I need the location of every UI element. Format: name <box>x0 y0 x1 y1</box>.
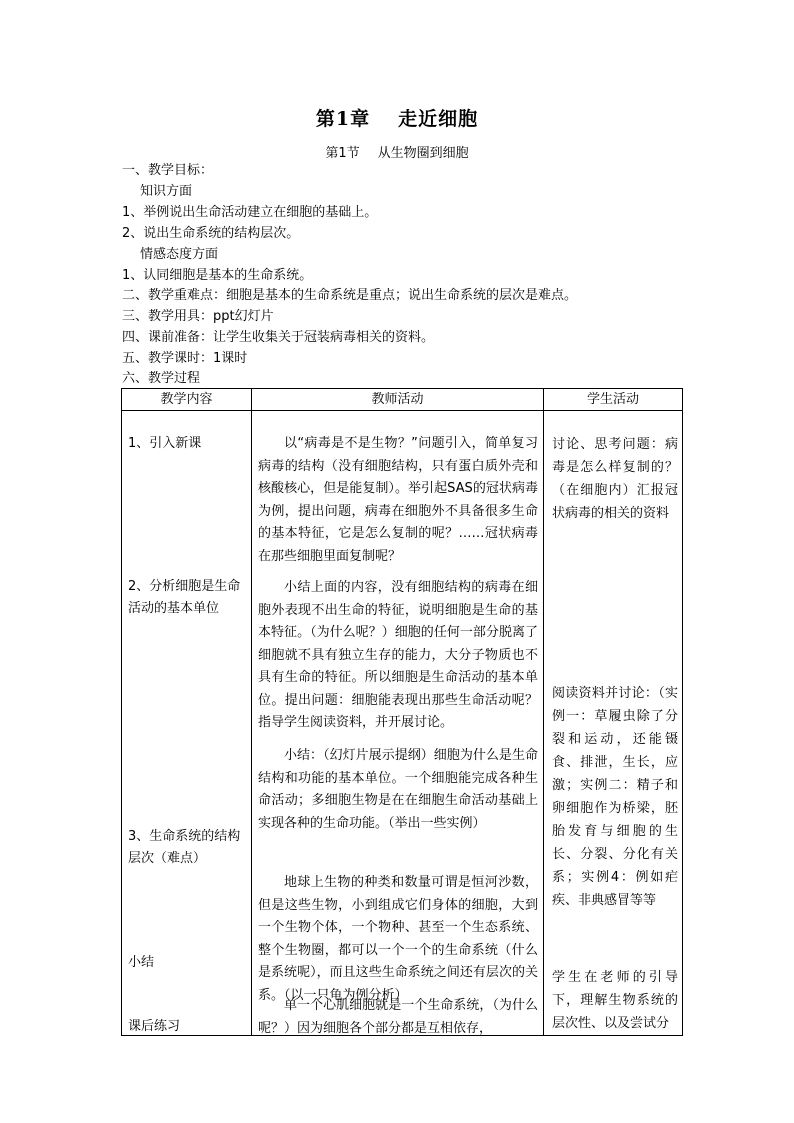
chapter-name: 走近细胞 <box>398 108 479 130</box>
header-student: 学生活动 <box>544 389 683 411</box>
content-analysis: 2、分析细胞是生命活动的基本单位 <box>128 579 241 616</box>
section-title <box>0 142 794 161</box>
content-intro: 1、引入新课 <box>128 436 202 451</box>
student-para-2: 阅读资料并讨论：（实例一：草履虫除了分裂和运动，还能镊食、排泄，生长，应激；实例二：精子和卵细胞作为桥梁，胚胎发育与细胞的生长、分裂、分化有关系；实例4：例如疟疾、非典感冒等等 <box>552 686 678 908</box>
student-para-3: 学生在老师的引导下，理解生物系统的层次性、以及尝试分 <box>552 970 678 1031</box>
chapter-title <box>0 104 794 131</box>
student-para-1: 讨论、思考问题：病毒是怎么样复制的？（在细胞内）汇报冠状病毒的相关的资料 <box>552 437 678 521</box>
content-column <box>122 411 252 1036</box>
process-heading: 六、教学过程 <box>122 371 201 386</box>
key-points: 二、教学重难点：细胞是基本的生命系统是重点；说出生命系统的层次是难点。 <box>122 288 578 303</box>
table-header-row <box>122 389 683 411</box>
chapter-number: 第1章 <box>315 108 371 130</box>
lesson-table <box>121 388 683 1036</box>
header-teacher: 教师活动 <box>252 389 544 411</box>
emotion-item-1: 1、认同细胞是基本的生命系统。 <box>122 268 313 283</box>
content-summary: 小结 <box>128 955 155 970</box>
section-name: 从生物圈到细胞 <box>377 146 469 161</box>
class-preparation: 四、课前准备：让学生收集关于冠装病毒相关的资料。 <box>122 330 435 345</box>
class-hours: 五、教学课时：1课时 <box>122 351 248 366</box>
header-content: 教学内容 <box>122 389 252 411</box>
teacher-para-1: 以“病毒是不是生物？”问题引入，简单复习病毒的结构（没有细胞结构，只有蛋白质外壳和核酸核心，但是能复制）。举引起SAS的冠状病毒为例，提出问题，病毒在细胞外不具备很多生命的基本特征，它是怎么复制的呢？……冠状病毒在那些细胞里面复制呢？ <box>258 436 538 564</box>
teacher-para-5: 单一个心肌细胞就是一个生命系统，（为什么呢？）因为细胞各个部分都是互相依存， <box>258 998 538 1036</box>
goals-heading: 一、教学目标： <box>122 163 214 178</box>
content-levels: 3、生命系统的结构层次（难点） <box>128 829 241 866</box>
section-number: 第1节 <box>325 146 360 161</box>
teacher-para-4: 地球上生物的种类和数量可谓是恒河沙数，但是这些生物，小到组成它们身体的细胞，大到一个生物个体，一个物种、甚至一个生态系统、整个生物圈，都可以一个一个的生命系统（什么是系统呢），而且这些生命系统之间还有层次的关系。（以一只龟为例分析） <box>258 875 538 1003</box>
knowledge-item-1: 1、举例说出生命活动建立在细胞的基础上。 <box>122 205 378 220</box>
knowledge-item-2: 2、说出生命系统的结构层次。 <box>122 226 300 241</box>
teaching-tools: 三、教学用具：ppt幻灯片 <box>122 309 274 324</box>
teacher-column <box>252 411 544 1036</box>
emotion-heading: 情感态度方面 <box>140 247 219 262</box>
teacher-para-2: 小结上面的内容，没有细胞结构的病毒在细胞外表现不出生命的特征，说明细胞是生命的基本特征。（为什么呢？）细胞的任何一部分脱离了细胞就不具有独立生存的能力，大分子物质也不具有生命的特征。所以细胞是生命活动的基本单位。提出问题：细胞能表现出那些生命活动呢？指导学生阅读资料，并开展讨论。 <box>258 580 538 730</box>
teacher-para-3: 小结：（幻灯片展示提纲）细胞为什么是生命结构和功能的基本单位。一个细胞能完成各种生命活动；多细胞生物是在在细胞生命活动基础上实现各种的生命功能。（举出一些实例） <box>258 748 538 831</box>
content-exercise: 课后练习 <box>128 1019 181 1034</box>
student-column <box>544 411 683 1036</box>
table-row <box>122 411 683 1036</box>
knowledge-heading: 知识方面 <box>140 184 193 199</box>
